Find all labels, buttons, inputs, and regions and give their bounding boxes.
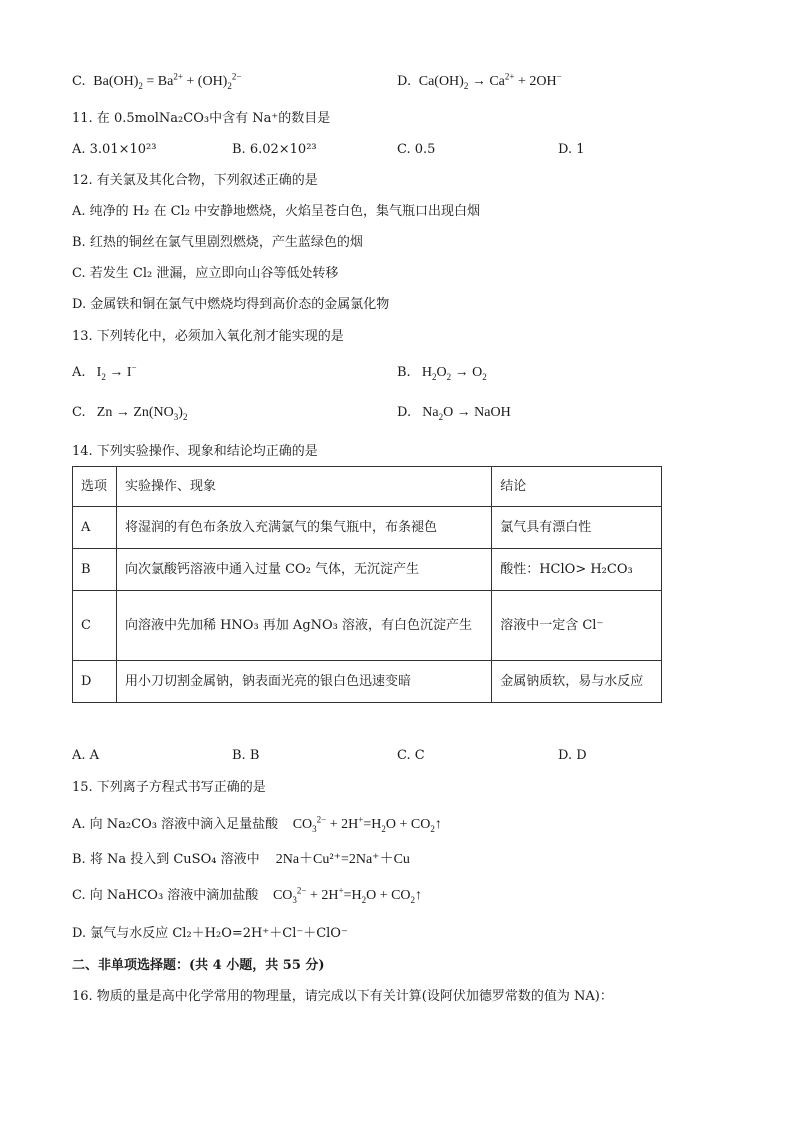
q10-option-c (72, 73, 241, 91)
equation-zn: $Zn \to Zn(NO_3)_2$ (89, 405, 188, 422)
q14-option-b: B. B (232, 748, 260, 763)
q11-option-b: B. 6.02×10²³ (232, 142, 317, 157)
q14-stem: 14. 下列实验操作、现象和结论均正确的是 (72, 444, 318, 459)
q11-option-c: C. 0.5 (397, 142, 436, 157)
option-label: C. (72, 74, 86, 89)
row-conclusion: 酸性：HClO> H₂CO₃ (492, 549, 662, 591)
q14-table (72, 466, 662, 703)
q14-option-d: D. D (558, 748, 587, 763)
equation-na2o: $Na_2O$ → NaOH (415, 405, 511, 422)
q11-option-a: A. 3.01×10²³ (72, 142, 157, 157)
table-row (73, 549, 662, 591)
equation-ca-oh2: $Ca(OH)_2 \to Ca^{2+} + 2OH^-$ (415, 71, 562, 91)
row-operation: 用小刀切割金属钠，钠表面光亮的银白色迅速变暗 (116, 661, 491, 703)
q13-option-c (72, 404, 187, 422)
q14-option-a: A. A (72, 748, 100, 763)
equation-ba-oh2: $Ba(OH)_2 = Ba^{2+} + (OH)_2^{2-}$ (89, 71, 242, 91)
table-row (73, 591, 662, 661)
option-label: D. (397, 74, 412, 89)
equation-a: $CO_3^{2-} + 2H^+=H_2O$ + $CO_2↑$ (282, 814, 442, 834)
option-text: C. 向 NaHCO₃ 溶液中滴加盐酸 (72, 888, 259, 903)
header-operation: 实验操作、现象 (116, 467, 491, 507)
row-conclusion: 金属钠质软，易与水反应 (492, 661, 662, 703)
equation-i2: $I_2 \to I^-$ (89, 362, 137, 382)
q12-stem: 12. 有关氯及其化合物，下列叙述正确的是 (72, 173, 318, 188)
table-row (73, 507, 662, 549)
option-label: C. (72, 405, 86, 420)
q12-option-c: C. 若发生 Cl₂ 泄漏，应立即向山谷等低处转移 (72, 266, 339, 281)
header-option: 选项 (73, 467, 117, 507)
q13-option-a (72, 364, 137, 382)
q10-option-d (397, 73, 562, 91)
table-row (73, 661, 662, 703)
q13-option-b (397, 364, 487, 382)
option-label: B. (397, 365, 411, 380)
equation-h2o2: $H_2O_2 \to O_2$ (414, 365, 487, 382)
row-option: B (73, 549, 117, 591)
row-conclusion: 溶液中一定含 Cl⁻ (492, 591, 662, 661)
q13-stem: 13. 下列转化中，必须加入氧化剂才能实现的是 (72, 329, 344, 344)
q12-option-d: D. 金属铁和铜在氯气中燃烧均得到高价态的金属氯化物 (72, 297, 390, 312)
option-text: B. 将 Na 投入到 CuSO₄ 溶液中 (72, 852, 260, 867)
q12-option-b: B. 红热的铜丝在氯气里剧烈燃烧，产生蓝绿色的烟 (72, 235, 363, 250)
q11-stem: 11. 在 0.5molNa₂CO₃中含有 Na⁺的数目是 (72, 111, 331, 126)
row-operation: 向溶液中先加稀 HNO₃ 再加 AgNO₃ 溶液，有白色沉淀产生 (116, 591, 491, 661)
q15-option-d: D. 氯气与水反应 Cl₂＋H₂O=2H⁺＋Cl⁻＋ClO⁻ (72, 926, 348, 941)
option-label: D. (397, 405, 412, 420)
q15-stem: 15. 下列离子方程式书写正确的是 (72, 780, 266, 795)
row-option: A (73, 507, 117, 549)
section-heading: 二、非单项选择题：(共 4 小题，共 55 分) (72, 958, 325, 973)
header-conclusion: 结论 (492, 467, 662, 507)
q16-stem: 16. 物质的量是高中化学常用的物理量，请完成以下有关计算(设阿伏加德罗常数的值为 NA)： (72, 989, 613, 1004)
option-label: A. (72, 365, 86, 380)
equation-b: 2Na＋Cu²⁺=2Na⁺＋Cu (275, 852, 410, 867)
q15-option-b (72, 851, 410, 869)
table-header-row (73, 467, 662, 507)
q14-option-c: C. C (397, 748, 425, 763)
row-conclusion: 氯气具有漂白性 (492, 507, 662, 549)
q13-option-d (397, 404, 511, 422)
row-operation: 向次氯酸钙溶液中通入过量 CO₂ 气体，无沉淀产生 (116, 549, 491, 591)
q11-option-d: D. 1 (558, 142, 585, 157)
row-option: C (73, 591, 117, 661)
q12-option-a: A. 纯净的 H₂ 在 Cl₂ 中安静地燃烧，火焰呈苍白色，集气瓶口出现白烟 (72, 204, 481, 219)
q15-option-c (72, 887, 422, 905)
row-option: D (73, 661, 117, 703)
option-text: A. 向 Na₂CO₃ 溶液中滴入足量盐酸 (72, 817, 279, 832)
q15-option-a (72, 816, 442, 834)
row-operation: 将湿润的有色布条放入充满氯气的集气瓶中，布条褪色 (116, 507, 491, 549)
equation-c: $CO_3^{2-} + 2H^+=H_2O$ + $CO_2↑$ (262, 885, 423, 905)
